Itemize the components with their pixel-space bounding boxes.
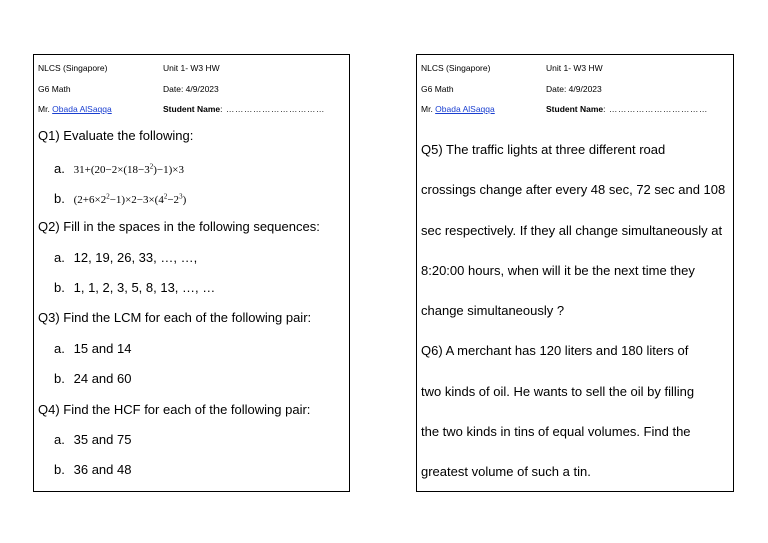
teacher-name-link[interactable]: Obada AlSaqqa — [52, 104, 112, 114]
item-letter: a. — [54, 340, 65, 356]
question-3a — [38, 334, 347, 364]
student-name-blank: : …………………………… — [603, 104, 708, 114]
item-letter: b. — [54, 371, 65, 387]
question-3: Q3) Find the LCM for each of the following pair: — [38, 310, 312, 326]
question-1b — [38, 182, 347, 212]
item-letter: b. — [54, 191, 65, 207]
unit-label: Unit 1- W3 HW — [546, 63, 603, 73]
date-label: Date: 4/9/2023 — [163, 83, 219, 94]
question-5-line: crossings change after every 48 sec, 72 sec and 108 — [421, 182, 726, 198]
question-2b — [38, 273, 347, 303]
worksheet-header — [421, 58, 729, 120]
course-name: G6 Math — [38, 83, 71, 94]
question-6-line: greatest volume of such a tin. — [421, 464, 591, 480]
school-name: NLCS (Singapore) — [38, 63, 108, 73]
student-name-blank: : …………………………… — [220, 104, 325, 114]
question-3b — [38, 364, 347, 394]
teacher-line — [38, 99, 163, 120]
question-6-line: the two kinds in tins of equal volumes. Find the — [421, 424, 691, 440]
item-letter: a. — [54, 431, 65, 447]
question-4a — [38, 425, 347, 455]
worksheet-header — [38, 58, 345, 120]
item-letter: a. — [54, 249, 65, 265]
questions-left — [38, 121, 347, 486]
question-2: Q2) Fill in the spaces in the following sequences: — [38, 219, 320, 235]
item-text: 36 and 48 — [73, 462, 132, 478]
worksheet-right — [416, 54, 734, 492]
unit-label: Unit 1- W3 HW — [163, 63, 220, 73]
teacher-name-link[interactable]: Obada AlSaqqa — [435, 104, 495, 114]
student-name-line — [163, 99, 325, 120]
item-text: 24 and 60 — [73, 371, 132, 387]
item-letter: b. — [54, 279, 65, 295]
teacher-prefix: Mr. — [421, 104, 436, 114]
question-6-line: Q6) A merchant has 120 liters and 180 liters of — [421, 343, 689, 359]
item-text: 15 and 14 — [73, 340, 132, 356]
course-name: G6 Math — [421, 83, 454, 94]
question-4b — [38, 455, 347, 485]
question-5-line: sec respectively. If they all change simultaneously at — [421, 222, 723, 238]
math-expression-1b: $(2+6\times 2^2-1)\times 2-3\times(4^2-2^3)$ — [73, 192, 187, 207]
question-5-line: 8:20:00 hours, when will it be the next time they — [421, 262, 695, 278]
question-6-line: two kinds of oil. He wants to sell the oil by filling — [421, 383, 695, 399]
teacher-prefix: Mr. — [38, 104, 53, 114]
question-4: Q4) Find the HCF for each of the following pair: — [38, 401, 311, 417]
item-letter: b. — [54, 462, 65, 478]
student-name-line — [546, 99, 708, 120]
question-5-line: change simultaneously ? — [421, 303, 565, 319]
date-label: Date: 4/9/2023 — [546, 83, 602, 94]
item-letter: a. — [54, 161, 65, 177]
item-text: 35 and 75 — [73, 431, 132, 447]
question-1a — [38, 151, 347, 181]
student-name-label: Student Name — [546, 104, 604, 114]
questions-right — [421, 135, 729, 498]
question-2a — [38, 243, 347, 273]
item-text: 1, 1, 2, 3, 5, 8, 13, …, … — [73, 279, 216, 295]
worksheet-left — [33, 54, 350, 492]
school-name: NLCS (Singapore) — [421, 63, 491, 73]
student-name-label: Student Name — [163, 104, 221, 114]
question-5-line: Q5) The traffic lights at three different road — [421, 142, 666, 157]
question-1: Q1) Evaluate the following: — [38, 128, 194, 143]
teacher-line — [421, 99, 546, 120]
math-expression-1a: $31+(20-2\times(18-3^2)-1)\times 3$ — [73, 162, 184, 177]
item-text: 12, 19, 26, 33, …, …, — [73, 249, 198, 265]
